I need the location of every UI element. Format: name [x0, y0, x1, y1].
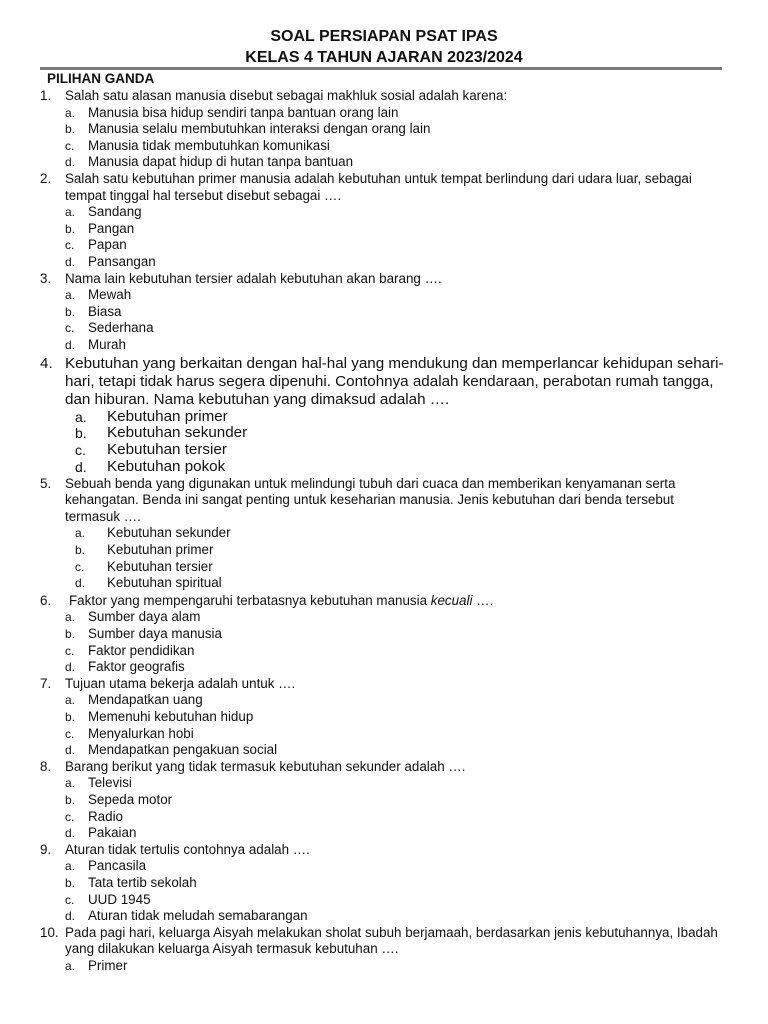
option-text: Mewah [88, 287, 132, 303]
option-d [75, 575, 730, 592]
option-b [65, 304, 730, 321]
option-c [65, 237, 730, 254]
question-text: Nama lain kebutuhan tersier adalah kebutuhan akan barang …. [65, 270, 442, 286]
question-number: 8. [40, 758, 52, 774]
option-a [75, 409, 730, 426]
option-text: Kebutuhan tersier [107, 558, 213, 574]
option-text: Radio [88, 808, 123, 824]
option-letter: c. [65, 726, 75, 741]
option-text: Aturan tidak meludah semabarangan [88, 908, 308, 924]
option-a [65, 775, 730, 792]
option-text: Televisi [88, 775, 132, 791]
option-b [75, 542, 730, 559]
option-b [65, 221, 730, 238]
option-text: Pangan [88, 220, 135, 236]
question-text-part: Faktor yang mempengaruhi terbatasnya kebutuhan manusia [69, 592, 431, 608]
option-c [75, 559, 730, 576]
option-letter: c. [65, 643, 75, 658]
option-letter: c. [75, 442, 86, 459]
option-d [65, 825, 730, 842]
question-10 [40, 925, 730, 975]
option-letter: d. [75, 458, 87, 475]
option-text: Biasa [88, 303, 122, 319]
question-text [65, 593, 730, 610]
option-letter: a. [65, 776, 76, 791]
option-d [65, 659, 730, 676]
option-text: Manusia bisa hidup sendiri tanpa bantuan orang lain [88, 104, 399, 120]
section-heading: PILIHAN GANDA [47, 71, 155, 86]
option-a [65, 204, 730, 221]
question-list [40, 88, 730, 975]
option-d [65, 742, 730, 759]
option-letter: a. [65, 105, 76, 120]
option-text: Sandang [88, 204, 142, 220]
option-text: Faktor geografis [88, 659, 185, 675]
option-c [65, 643, 730, 660]
option-letter: a. [65, 859, 76, 874]
option-letter: a. [65, 610, 76, 625]
question-number: 7. [40, 675, 52, 691]
option-letter: d. [65, 155, 76, 170]
option-a [65, 958, 730, 975]
option-b [65, 121, 730, 138]
option-letter: a. [65, 288, 76, 303]
option-text: Pansangan [88, 253, 156, 269]
option-d [65, 154, 730, 171]
option-text: Sumber daya manusia [88, 626, 222, 642]
option-c [65, 892, 730, 909]
option-text: Kebutuhan pokok [107, 457, 226, 475]
option-a [65, 287, 730, 304]
question-4 [40, 355, 730, 476]
option-a [65, 858, 730, 875]
question-text: Pada pagi hari, keluarga Aisyah melakukan sholat subuh berjamaah, berdasarkan jenis kebutuhannya, Ibadah yang dilakukan keluarga Aisyah termasuk kebutuhan …. [65, 924, 718, 957]
question-9 [40, 842, 730, 925]
doc-title-line1: SOAL PERSIAPAN PSAT IPAS [270, 28, 498, 45]
option-letter: d. [75, 576, 86, 591]
question-number: 6. [40, 592, 52, 608]
option-letter: b. [75, 543, 86, 558]
option-d [65, 337, 730, 354]
option-letter: d. [65, 743, 76, 758]
option-letter: c. [75, 559, 85, 574]
question-text: Kebutuhan yang berkaitan dengan hal-hal yang mendukung dan memperlancar kehidupan sehari-hari, tetapi tidak harus segera dipenuhi. Contohnya adalah kendaraan, perabotan rumah tangga, dan hiburan. Nama kebutuhan yang dimaksud adalah …. [65, 354, 724, 408]
option-text: Kebutuhan sekunder [107, 525, 231, 541]
option-d [65, 254, 730, 271]
option-letter: d. [65, 909, 76, 924]
option-text: Kebutuhan tersier [107, 441, 227, 459]
option-b [65, 875, 730, 892]
option-text: Pancasila [88, 858, 147, 874]
option-letter: b. [65, 627, 76, 642]
option-letter: c. [65, 809, 75, 824]
option-a [65, 692, 730, 709]
question-number: 5. [40, 475, 52, 491]
option-text: Kebutuhan primer [107, 542, 214, 558]
option-d [65, 908, 730, 925]
question-text-part: …. [472, 592, 494, 608]
question-number: 1. [40, 88, 52, 103]
option-b [65, 792, 730, 809]
question-text: Aturan tidak tertulis contohnya adalah …. [65, 841, 310, 857]
question-3 [40, 271, 730, 354]
option-text: Tata tertib sekolah [88, 874, 197, 890]
option-letter: c. [65, 238, 75, 253]
question-6 [40, 593, 730, 676]
option-text: Kebutuhan sekunder [107, 424, 248, 442]
option-c [65, 809, 730, 826]
question-text: Salah satu alasan manusia disebut sebagai makhluk sosial adalah karena: [65, 88, 508, 103]
option-a [65, 105, 730, 122]
option-text: Manusia dapat hidup di hutan tanpa bantuan [88, 154, 354, 170]
option-letter: b. [65, 122, 76, 137]
option-text: Menyalurkan hobi [88, 725, 194, 741]
option-text: Kebutuhan spiritual [107, 575, 222, 591]
question-number: 10. [40, 924, 59, 940]
option-c [65, 138, 730, 155]
header-divider [40, 67, 722, 70]
option-text: Pakaian [88, 825, 137, 841]
option-letter: b. [65, 710, 76, 724]
question-number: 9. [40, 841, 52, 857]
option-a [75, 525, 730, 542]
option-text: Mendapatkan pengakuan social [88, 742, 278, 758]
option-letter: a. [75, 408, 87, 425]
option-letter: b. [65, 875, 76, 890]
option-text: Murah [88, 336, 126, 352]
option-letter: a. [65, 693, 76, 708]
option-letter: b. [65, 221, 76, 236]
question-number: 4. [40, 354, 53, 372]
option-d [75, 459, 730, 476]
option-c [65, 726, 730, 743]
option-b [65, 709, 730, 726]
option-text: Kebutuhan primer [107, 407, 228, 425]
option-letter: d. [65, 660, 76, 675]
question-number: 2. [40, 170, 52, 186]
option-letter: a. [75, 526, 86, 541]
option-letter: d. [65, 826, 76, 841]
option-text: Manusia selalu membutuhkan interaksi dengan orang lain [88, 121, 431, 137]
option-text: Faktor pendidikan [88, 642, 195, 658]
option-text: Sumber daya alam [88, 609, 201, 625]
option-text: Memenuhi kebutuhan hidup [88, 709, 254, 724]
option-text: Mendapatkan uang [88, 692, 203, 708]
question-number: 3. [40, 270, 52, 286]
question-2 [40, 171, 730, 271]
option-letter: d. [65, 337, 76, 352]
option-letter: c. [65, 138, 75, 153]
question-text: Salah satu kebutuhan primer manusia adalah kebutuhan untuk tempat berlindung dari udara luar, sebagai tempat tinggal hal tersebut disebut sebagai …. [65, 170, 692, 203]
question-7 [40, 676, 730, 759]
question-1 [40, 88, 730, 171]
option-c [75, 442, 730, 459]
option-letter: b. [65, 304, 76, 319]
option-letter: b. [65, 792, 76, 807]
question-text: Sebuah benda yang digunakan untuk melindungi tubuh dari cuaca dan memberikan kenyamanan serta kehangatan. Benda ini sangat penting untuk keseharian manusia. Jenis kebutuhan dari benda tersebut termasuk …. [65, 475, 676, 524]
option-b [75, 425, 730, 442]
option-letter: b. [75, 425, 87, 442]
option-b [65, 626, 730, 643]
option-letter: c. [65, 892, 75, 907]
option-text: Manusia tidak membutuhkan komunikasi [88, 137, 330, 153]
option-letter: a. [65, 958, 76, 973]
option-text: UUD 1945 [88, 891, 151, 907]
question-text: Tujuan utama bekerja adalah untuk …. [65, 675, 296, 691]
option-letter: a. [65, 205, 76, 220]
option-text: Sepeda motor [88, 791, 173, 807]
option-a [65, 609, 730, 626]
option-text: Papan [88, 237, 127, 253]
option-text: Primer [88, 957, 128, 973]
question-8 [40, 759, 730, 842]
option-letter: d. [65, 254, 76, 269]
doc-title-line2: KELAS 4 TAHUN AJARAN 2023/2024 [245, 49, 523, 66]
option-letter: c. [65, 321, 75, 336]
option-text: Sederhana [88, 320, 154, 336]
question-5 [40, 476, 730, 592]
question-text-emphasis: kecuali [430, 592, 473, 608]
question-text: Barang berikut yang tidak termasuk kebutuhan sekunder adalah …. [65, 758, 466, 774]
option-c [65, 320, 730, 337]
